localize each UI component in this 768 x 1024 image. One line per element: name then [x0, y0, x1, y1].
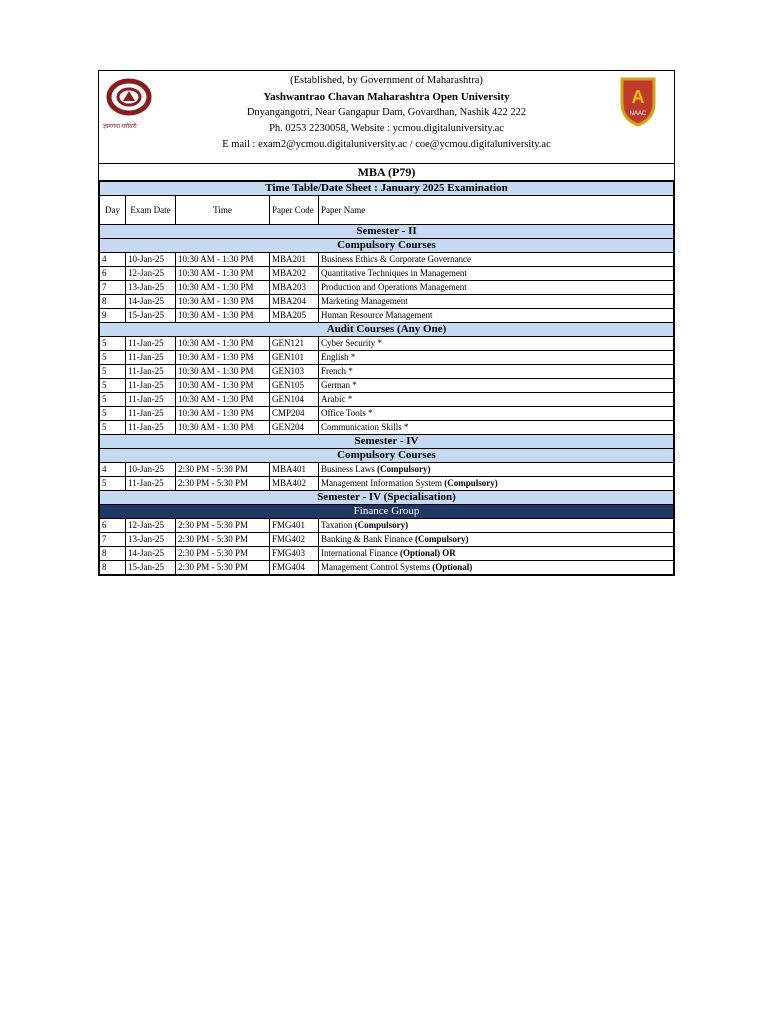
time: 10:30 AM - 1:30 PM [176, 393, 270, 407]
exam-row [100, 295, 674, 309]
paper-name: French * [319, 365, 674, 379]
exam-date: 11-Jan-25 [126, 351, 176, 365]
exam-row [100, 477, 674, 491]
paper-type: (Compulsory) [354, 520, 409, 530]
paper-name: Quantitative Techniques in Management [319, 267, 674, 281]
section-band: Semester - IV (Specialisation) [100, 491, 674, 505]
exam-date: 15-Jan-25 [126, 309, 176, 323]
day: 7 [100, 281, 126, 295]
exam-date: 11-Jan-25 [126, 365, 176, 379]
exam-date: 15-Jan-25 [126, 561, 176, 575]
day: 8 [100, 295, 126, 309]
paper-name: Management Control Systems (Optional) [319, 561, 674, 575]
exam-row [100, 393, 674, 407]
exam-date: 11-Jan-25 [126, 393, 176, 407]
exam-row [100, 463, 674, 477]
paper-name: Business Ethics & Corporate Governance [319, 253, 674, 267]
naac-a-grade-badge-icon [618, 77, 658, 127]
paper-name: Production and Operations Management [319, 281, 674, 295]
timetable-title: Time Table/Date Sheet : January 2025 Examination [100, 182, 674, 196]
section-band: Audit Courses (Any One) [100, 323, 674, 337]
exam-row [100, 309, 674, 323]
address-line: Dnyangangotri, Near Gangapur Dam, Govardhan, Nashik 422 222 [246, 107, 527, 118]
section-band: Finance Group [100, 505, 674, 519]
exam-row [100, 379, 674, 393]
paper-code: GEN104 [270, 393, 319, 407]
exam-row [100, 267, 674, 281]
paper-code: MBA205 [270, 309, 319, 323]
day: 5 [100, 421, 126, 435]
time: 2:30 PM - 5:30 PM [176, 477, 270, 491]
paper-type: (Compulsory) [444, 478, 498, 488]
day: 4 [100, 463, 126, 477]
paper-code: MBA203 [270, 281, 319, 295]
day: 5 [100, 351, 126, 365]
exam-date: 13-Jan-25 [126, 281, 176, 295]
paper-type: (Optional) OR [399, 548, 456, 558]
day: 5 [100, 393, 126, 407]
day: 5 [100, 407, 126, 421]
time: 10:30 AM - 1:30 PM [176, 407, 270, 421]
time: 10:30 AM - 1:30 PM [176, 253, 270, 267]
logo-caption: ज्ञानगंगा घरोघरी [103, 124, 137, 130]
time: 10:30 AM - 1:30 PM [176, 337, 270, 351]
paper-code: GEN105 [270, 379, 319, 393]
contact-line: Ph. 0253 2230058, Website : ycmou.digitaluniversity.ac [269, 123, 504, 134]
exam-row [100, 547, 674, 561]
paper-code: GEN103 [270, 365, 319, 379]
exam-row [100, 253, 674, 267]
time: 2:30 PM - 5:30 PM [176, 547, 270, 561]
day: 5 [100, 379, 126, 393]
day: 5 [100, 477, 126, 491]
paper-code: FMG402 [270, 533, 319, 547]
time: 10:30 AM - 1:30 PM [176, 295, 270, 309]
section-band: Semester - IV [100, 435, 674, 449]
paper-name: Management Information System (Compulsory) [319, 477, 674, 491]
paper-name: International Finance (Optional) OR [319, 547, 674, 561]
day: 7 [100, 533, 126, 547]
paper-code: FMG404 [270, 561, 319, 575]
timetable-sheet [98, 70, 675, 576]
paper-code: GEN121 [270, 337, 319, 351]
time: 2:30 PM - 5:30 PM [176, 561, 270, 575]
exam-date: 11-Jan-25 [126, 407, 176, 421]
day: 6 [100, 519, 126, 533]
exam-date: 12-Jan-25 [126, 267, 176, 281]
day: 5 [100, 337, 126, 351]
paper-type: (Compulsory) [377, 464, 431, 474]
exam-date: 14-Jan-25 [126, 547, 176, 561]
exam-row [100, 561, 674, 575]
paper-code: FMG401 [270, 519, 319, 533]
exam-row [100, 365, 674, 379]
exam-date: 14-Jan-25 [126, 295, 176, 309]
paper-code: MBA402 [270, 477, 319, 491]
exam-row [100, 351, 674, 365]
paper-code: MBA401 [270, 463, 319, 477]
col-paper-code: Paper Code [270, 196, 319, 225]
exam-date: 11-Jan-25 [126, 421, 176, 435]
paper-name: German * [319, 379, 674, 393]
col-paper-name: Paper Name [319, 196, 674, 225]
exam-date: 11-Jan-25 [126, 337, 176, 351]
day: 5 [100, 365, 126, 379]
university-header [99, 71, 674, 164]
paper-name: Cyber Security * [319, 337, 674, 351]
col-day: Day [100, 196, 126, 225]
paper-name: English * [319, 351, 674, 365]
paper-name: Human Resource Management [319, 309, 674, 323]
timetable [99, 181, 674, 575]
time: 2:30 PM - 5:30 PM [176, 519, 270, 533]
day: 4 [100, 253, 126, 267]
section-band: Semester - II [100, 225, 674, 239]
day: 8 [100, 561, 126, 575]
day: 8 [100, 547, 126, 561]
exam-row [100, 421, 674, 435]
program-title: MBA (P79) [99, 164, 674, 181]
exam-date: 13-Jan-25 [126, 533, 176, 547]
exam-date: 12-Jan-25 [126, 519, 176, 533]
day: 6 [100, 267, 126, 281]
exam-date: 11-Jan-25 [126, 379, 176, 393]
paper-name: Arabic * [319, 393, 674, 407]
badge-letter: A [631, 87, 645, 107]
paper-name: Office Tools * [319, 407, 674, 421]
exam-date: 11-Jan-25 [126, 477, 176, 491]
email-line: E mail : exam2@ycmou.digitaluniversity.ac / coe@ycmou.digitaluniversity.ac [222, 139, 551, 150]
exam-row [100, 407, 674, 421]
section-band: Compulsory Courses [100, 449, 674, 463]
badge-text: NAAC [629, 111, 647, 117]
paper-name: Business Laws (Compulsory) [319, 463, 674, 477]
time: 10:30 AM - 1:30 PM [176, 365, 270, 379]
paper-name: Taxation (Compulsory) [319, 519, 674, 533]
col-exam-date: Exam Date [126, 196, 176, 225]
established-line: (Established, by Government of Maharashtra) [290, 75, 483, 86]
time: 10:30 AM - 1:30 PM [176, 309, 270, 323]
exam-date: 10-Jan-25 [126, 253, 176, 267]
exam-date: 10-Jan-25 [126, 463, 176, 477]
paper-code: MBA201 [270, 253, 319, 267]
paper-name: Communication Skills * [319, 421, 674, 435]
paper-code: GEN204 [270, 421, 319, 435]
time: 2:30 PM - 5:30 PM [176, 533, 270, 547]
col-time: Time [176, 196, 270, 225]
paper-code: CMP204 [270, 407, 319, 421]
paper-type: (Compulsory) [415, 534, 469, 544]
time: 10:30 AM - 1:30 PM [176, 267, 270, 281]
time: 10:30 AM - 1:30 PM [176, 351, 270, 365]
paper-code: MBA202 [270, 267, 319, 281]
time: 10:30 AM - 1:30 PM [176, 421, 270, 435]
university-name: Yashwantrao Chavan Maharashtra Open University [263, 91, 510, 103]
time: 10:30 AM - 1:30 PM [176, 379, 270, 393]
paper-code: FMG403 [270, 547, 319, 561]
paper-name: Banking & Bank Finance (Compulsory) [319, 533, 674, 547]
exam-row [100, 533, 674, 547]
paper-code: MBA204 [270, 295, 319, 309]
paper-name: Marketing Management [319, 295, 674, 309]
exam-row [100, 519, 674, 533]
section-band: Compulsory Courses [100, 239, 674, 253]
paper-code: GEN101 [270, 351, 319, 365]
time: 10:30 AM - 1:30 PM [176, 281, 270, 295]
time: 2:30 PM - 5:30 PM [176, 463, 270, 477]
paper-type: (Optional) [432, 562, 473, 572]
exam-row [100, 337, 674, 351]
exam-row [100, 281, 674, 295]
day: 9 [100, 309, 126, 323]
